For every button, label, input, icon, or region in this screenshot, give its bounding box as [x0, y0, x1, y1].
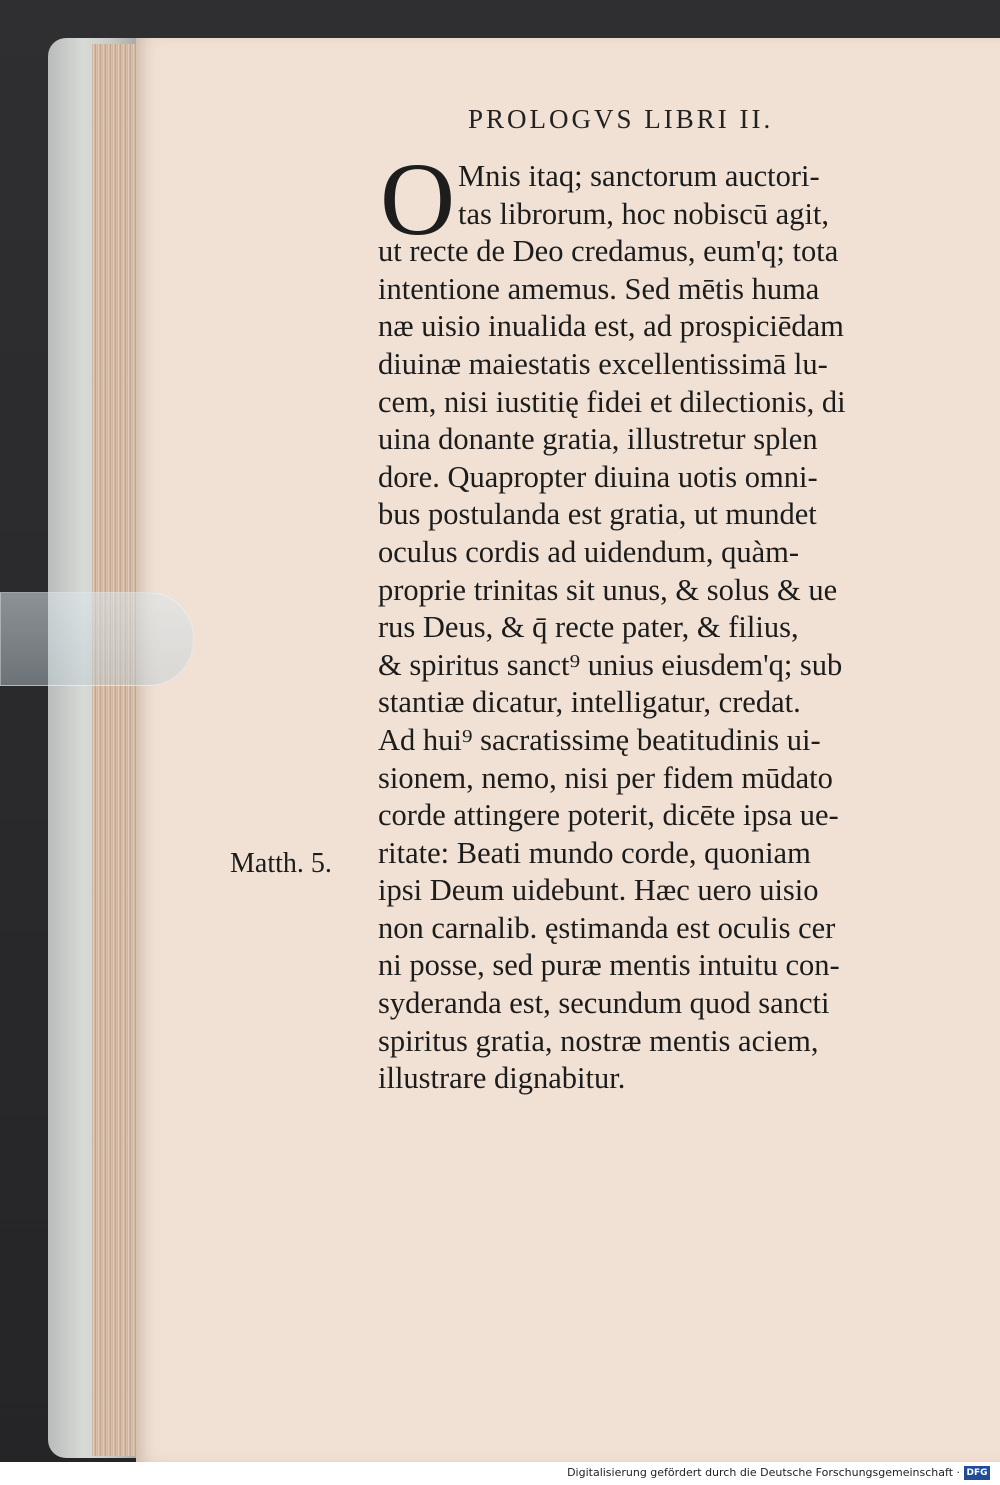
text-line: ni posse, sed puræ mentis intuitu con-	[378, 948, 840, 983]
text-line: bus postulanda est gratia, ut mundet	[378, 497, 817, 532]
text-line: ritate: Beati mundo corde, quoniam	[378, 835, 811, 870]
text-line: cem, nisi iustitię fidei et dilectionis, di	[378, 384, 846, 419]
text-line: Mnis itaq; sanctorum auctori-	[458, 159, 820, 193]
text-line: intentione amemus. Sed mētis huma	[378, 271, 820, 306]
text-line: Ad hui⁹ sacratissimę beatitudinis ui-	[378, 722, 821, 757]
text-line: uina donante gratia, illustretur splen	[378, 422, 818, 457]
text-line: næ uisio inualida est, ad prospiciēdam	[378, 309, 844, 344]
text-line: tas librorum, hoc nobiscū agit,	[458, 196, 830, 231]
page-stack-edge	[92, 44, 140, 1456]
dfg-logo: DFG	[964, 1466, 990, 1480]
text-line: oculus cordis ad uidendum, quàm-	[378, 534, 799, 569]
text-line: stantiæ dicatur, intelligatur, credat.	[378, 685, 801, 720]
text-line: spiritus gratia, nostræ mentis aciem,	[378, 1023, 819, 1058]
text-line: ipsi Deum uidebunt. Hæc uero uisio	[378, 873, 819, 908]
text-line: syderanda est, secundum quod sancti	[378, 986, 830, 1021]
margin-note: Matth. 5.	[230, 848, 332, 879]
footer-bar	[0, 1462, 1000, 1485]
text-line: rus Deus, & q̄ recte pater, & filius,	[378, 610, 799, 645]
text-line: dore. Quapropter diuina uotis omni-	[378, 459, 818, 494]
text-line: diuinæ maiestatis excellentissimā lu-	[378, 346, 828, 381]
text-line: & spiritus sanct⁹ unius eiusdem'q; sub	[378, 647, 843, 682]
plastic-page-clip	[0, 592, 194, 686]
text-line: corde attingere poterit, dicēte ipsa ue-	[378, 798, 839, 833]
text-line: illustrare dignabitur.	[378, 1061, 626, 1096]
text-line: proprie trinitas sit unus, & solus & ue	[378, 572, 838, 607]
body-text	[378, 158, 938, 1098]
text-line: ut recte de Deo credamus, eum'q; tota	[378, 234, 839, 269]
text-line: sionem, nemo, nisi per fidem mūdato	[378, 760, 833, 795]
footer-credit: Digitalisierung gefördert durch die Deutsche Forschungsgemeinschaft ·	[567, 1466, 960, 1479]
running-head: PROLOGVS LIBRI II.	[468, 104, 774, 134]
text-line: non carnalib. ęstimanda est oculis cer	[378, 910, 836, 945]
drop-cap: O	[380, 142, 456, 257]
